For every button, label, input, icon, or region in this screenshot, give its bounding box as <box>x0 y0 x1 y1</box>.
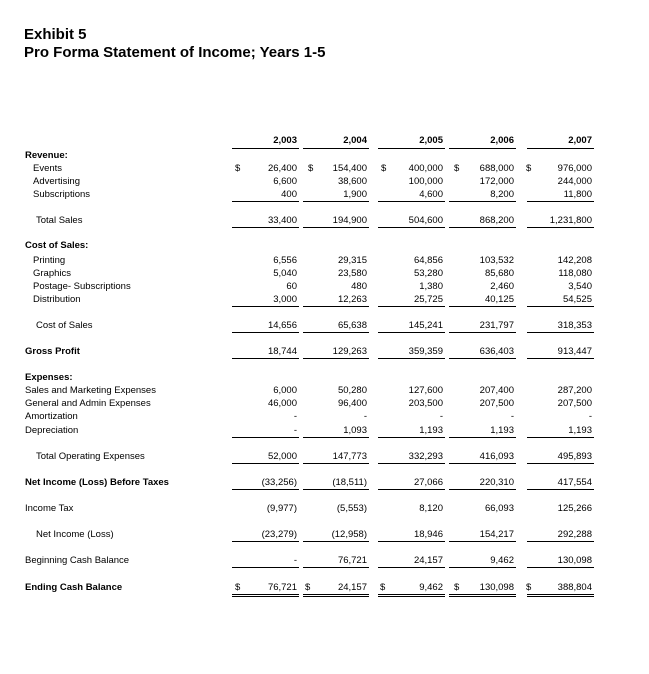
cell-net-income-before-taxes: (33,256) <box>261 477 297 488</box>
cell-distribution: 25,725 <box>413 294 443 305</box>
year-header: 2,003 <box>273 135 297 146</box>
cell-cost-of-sales: 231,797 <box>479 320 514 331</box>
cell-total-sales: 868,200 <box>479 215 514 226</box>
cell-underline <box>527 332 594 333</box>
cell-underline <box>449 567 516 568</box>
cell-printing: 64,856 <box>413 255 443 266</box>
cell-beginning-cash: - <box>293 555 297 566</box>
row-label-events: Events <box>33 163 63 174</box>
cell-income-tax: 66,093 <box>484 503 514 514</box>
row-label-advertising: Advertising <box>33 176 80 187</box>
cell-underline <box>449 541 516 542</box>
cell-general-admin: 203,500 <box>408 398 443 409</box>
cell-net-income: (23,279) <box>261 529 297 540</box>
cell-total-sales: 194,900 <box>332 215 367 226</box>
cell-cost-of-sales: 145,241 <box>408 320 443 331</box>
cell-events: 26,400 <box>267 163 297 174</box>
dollar-sign: $ <box>235 163 241 174</box>
cell-ending-cash: 388,804 <box>557 582 592 593</box>
cell-underline <box>449 489 516 490</box>
cell-income-tax: (9,977) <box>266 503 297 514</box>
cell-net-income-before-taxes: (18,511) <box>332 477 367 488</box>
cell-underline <box>449 306 516 307</box>
cell-underline <box>378 567 445 568</box>
cell-underline <box>303 201 369 202</box>
cell-underline <box>527 567 594 568</box>
cell-ending-cash: 24,157 <box>337 582 367 593</box>
cell-underline <box>303 306 369 307</box>
cell-underline <box>232 358 299 359</box>
cell-underline <box>232 567 299 568</box>
row-label-distribution: Distribution <box>33 294 81 305</box>
dollar-sign: $ <box>305 582 311 593</box>
dollar-sign: $ <box>381 163 387 174</box>
cell-beginning-cash: 9,462 <box>490 555 514 566</box>
cell-net-income: 18,946 <box>413 529 443 540</box>
cell-underline <box>378 332 445 333</box>
cell-printing: 29,315 <box>337 255 367 266</box>
cell-advertising: 6,600 <box>273 176 297 187</box>
cell-events: 400,000 <box>408 163 443 174</box>
cell-net-income: 154,217 <box>479 529 514 540</box>
cell-advertising: 100,000 <box>408 176 443 187</box>
cell-advertising: 172,000 <box>479 176 514 187</box>
header-underline <box>449 148 516 149</box>
cell-events: 688,000 <box>479 163 514 174</box>
cell-depreciation: - <box>293 425 297 436</box>
cell-graphics: 53,280 <box>413 268 443 279</box>
cell-underline <box>378 358 445 359</box>
cell-gross-profit: 129,263 <box>332 346 367 357</box>
cell-underline <box>527 463 594 464</box>
cell-underline <box>303 227 369 228</box>
cell-net-income-before-taxes: 220,310 <box>479 477 514 488</box>
cell-gross-profit: 913,447 <box>557 346 592 357</box>
cell-printing: 142,208 <box>557 255 592 266</box>
cell-total-operating: 495,893 <box>557 451 592 462</box>
year-header: 2,007 <box>568 135 592 146</box>
cell-underline <box>527 489 594 490</box>
cell-postage: 60 <box>286 281 297 292</box>
row-label-printing: Printing <box>33 255 66 266</box>
row-label-subscriptions: Subscriptions <box>33 189 91 200</box>
cell-underline <box>303 541 369 542</box>
cell-underline <box>378 227 445 228</box>
cell-depreciation: 1,093 <box>343 425 367 436</box>
cell-underline <box>303 332 369 333</box>
cell-amortization: - <box>363 411 367 422</box>
header-underline <box>232 148 299 149</box>
cell-total-operating: 52,000 <box>267 451 297 462</box>
cell-net-income-before-taxes: 27,066 <box>413 477 443 488</box>
row-label-depreciation: Depreciation <box>25 425 79 436</box>
cell-gross-profit: 359,359 <box>408 346 443 357</box>
row-label-graphics: Graphics <box>33 268 72 279</box>
cell-depreciation: 1,193 <box>568 425 592 436</box>
cell-total-sales: 33,400 <box>267 215 297 226</box>
cell-printing: 6,556 <box>273 255 297 266</box>
cell-underline <box>232 332 299 333</box>
cell-underline <box>527 358 594 359</box>
cell-underline <box>527 437 594 438</box>
cell-graphics: 5,040 <box>273 268 297 279</box>
cell-amortization: - <box>293 411 297 422</box>
cell-underline <box>449 594 516 597</box>
exhibit-title: Exhibit 5 <box>24 26 87 43</box>
cell-underline <box>232 541 299 542</box>
header-underline <box>527 148 594 149</box>
cell-underline <box>303 358 369 359</box>
row-label-postage: Postage- Subscriptions <box>33 281 131 292</box>
cell-printing: 103,532 <box>479 255 514 266</box>
cell-postage: 3,540 <box>568 281 592 292</box>
cell-events: 154,400 <box>332 163 367 174</box>
row-label-net-income-before-taxes: Net Income (Loss) Before Taxes <box>25 477 169 488</box>
cell-sales-marketing: 287,200 <box>557 385 592 396</box>
cell-general-admin: 207,500 <box>557 398 592 409</box>
header-underline <box>303 148 369 149</box>
header-underline <box>378 148 445 149</box>
cell-subscriptions: 11,800 <box>563 189 592 200</box>
row-label-general-admin: General and Admin Expenses <box>25 398 151 409</box>
cell-graphics: 23,580 <box>337 268 367 279</box>
year-header: 2,006 <box>490 135 514 146</box>
cell-sales-marketing: 127,600 <box>408 385 443 396</box>
row-label-revenue: Revenue: <box>25 150 68 161</box>
cell-underline <box>527 306 594 307</box>
cell-beginning-cash: 24,157 <box>413 555 443 566</box>
dollar-sign: $ <box>526 582 532 593</box>
cell-postage: 480 <box>351 281 367 292</box>
dollar-sign: $ <box>308 163 314 174</box>
cell-sales-marketing: 6,000 <box>273 385 297 396</box>
cell-total-sales: 1,231,800 <box>549 215 592 226</box>
cell-subscriptions: 1,900 <box>343 189 367 200</box>
cell-underline <box>378 437 445 438</box>
cell-distribution: 12,263 <box>337 294 367 305</box>
row-label-amortization: Amortization <box>25 411 78 422</box>
cell-underline <box>449 463 516 464</box>
cell-underline <box>378 306 445 307</box>
cell-postage: 2,460 <box>490 281 514 292</box>
cell-graphics: 118,080 <box>558 268 592 279</box>
cell-general-admin: 46,000 <box>267 398 297 409</box>
cell-distribution: 40,125 <box>484 294 514 305</box>
cell-net-income-before-taxes: 417,554 <box>557 477 592 488</box>
cell-underline <box>232 463 299 464</box>
cell-subscriptions: 400 <box>281 189 297 200</box>
cell-net-income: (12,958) <box>331 529 367 540</box>
cell-underline <box>232 306 299 307</box>
cell-income-tax: 125,266 <box>557 503 592 514</box>
cell-cost-of-sales: 318,353 <box>557 320 592 331</box>
row-label-gross-profit: Gross Profit <box>25 346 80 357</box>
cell-underline <box>232 489 299 490</box>
dollar-sign: $ <box>454 163 460 174</box>
cell-distribution: 54,525 <box>562 294 592 305</box>
cell-underline <box>449 358 516 359</box>
row-label-net-income: Net Income (Loss) <box>36 529 114 540</box>
cell-postage: 1,380 <box>419 281 443 292</box>
cell-underline <box>449 332 516 333</box>
cell-underline <box>303 489 369 490</box>
cell-depreciation: 1,193 <box>419 425 443 436</box>
cell-general-admin: 96,400 <box>337 398 367 409</box>
cell-gross-profit: 18,744 <box>267 346 297 357</box>
cell-underline <box>378 594 445 597</box>
cell-underline <box>378 489 445 490</box>
cell-underline <box>378 463 445 464</box>
cell-amortization: - <box>439 411 443 422</box>
cell-ending-cash: 9,462 <box>419 582 443 593</box>
cell-amortization: - <box>510 411 514 422</box>
cell-total-sales: 504,600 <box>408 215 443 226</box>
cell-underline <box>303 437 369 438</box>
cell-general-admin: 207,500 <box>479 398 514 409</box>
cell-underline <box>232 594 299 597</box>
cell-underline <box>449 437 516 438</box>
cell-underline <box>378 201 445 202</box>
cell-graphics: 85,680 <box>484 268 514 279</box>
cell-underline <box>527 201 594 202</box>
cell-income-tax: 8,120 <box>419 503 443 514</box>
dollar-sign: $ <box>235 582 241 593</box>
cell-events: 976,000 <box>557 163 592 174</box>
cell-beginning-cash: 76,721 <box>337 555 367 566</box>
cell-underline <box>232 201 299 202</box>
cell-distribution: 3,000 <box>273 294 297 305</box>
dollar-sign: $ <box>454 582 460 593</box>
dollar-sign: $ <box>380 582 386 593</box>
cell-underline <box>232 437 299 438</box>
cell-underline <box>527 594 594 597</box>
cell-sales-marketing: 50,280 <box>337 385 367 396</box>
cell-beginning-cash: 130,098 <box>557 555 592 566</box>
row-label-ending-cash: Ending Cash Balance <box>25 582 123 593</box>
cell-net-income: 292,288 <box>557 529 592 540</box>
cell-amortization: - <box>588 411 592 422</box>
cell-underline <box>527 227 594 228</box>
cell-underline <box>303 567 369 568</box>
cell-total-operating: 416,093 <box>479 451 514 462</box>
cell-depreciation: 1,193 <box>490 425 514 436</box>
cell-cost-of-sales: 14,656 <box>267 320 297 331</box>
cell-underline <box>378 541 445 542</box>
row-label-cost-of-sales-header: Cost of Sales: <box>25 240 89 251</box>
cell-underline <box>232 227 299 228</box>
year-header: 2,005 <box>419 135 443 146</box>
cell-underline <box>303 594 369 597</box>
year-header: 2,004 <box>343 135 367 146</box>
cell-ending-cash: 130,098 <box>479 582 514 593</box>
cell-underline <box>449 201 516 202</box>
cell-subscriptions: 8,200 <box>490 189 514 200</box>
cell-cost-of-sales: 65,638 <box>337 320 367 331</box>
row-label-cost-of-sales: Cost of Sales <box>36 320 93 331</box>
row-label-sales-marketing: Sales and Marketing Expenses <box>25 385 156 396</box>
cell-subscriptions: 4,600 <box>419 189 443 200</box>
cell-total-operating: 147,773 <box>332 451 367 462</box>
row-label-expenses: Expenses: <box>25 372 73 383</box>
cell-total-operating: 332,293 <box>408 451 443 462</box>
row-label-total-sales: Total Sales <box>36 215 83 226</box>
row-label-total-operating: Total Operating Expenses <box>36 451 145 462</box>
cell-underline <box>527 541 594 542</box>
cell-ending-cash: 76,721 <box>267 582 297 593</box>
dollar-sign: $ <box>526 163 532 174</box>
statement-title: Pro Forma Statement of Income; Years 1-5 <box>24 44 326 61</box>
cell-underline <box>303 463 369 464</box>
cell-income-tax: (5,553) <box>336 503 367 514</box>
row-label-beginning-cash: Beginning Cash Balance <box>25 555 130 566</box>
cell-advertising: 38,600 <box>337 176 367 187</box>
cell-gross-profit: 636,403 <box>479 346 514 357</box>
cell-sales-marketing: 207,400 <box>479 385 514 396</box>
cell-underline <box>449 227 516 228</box>
row-label-income-tax: Income Tax <box>25 503 74 514</box>
cell-advertising: 244,000 <box>557 176 592 187</box>
